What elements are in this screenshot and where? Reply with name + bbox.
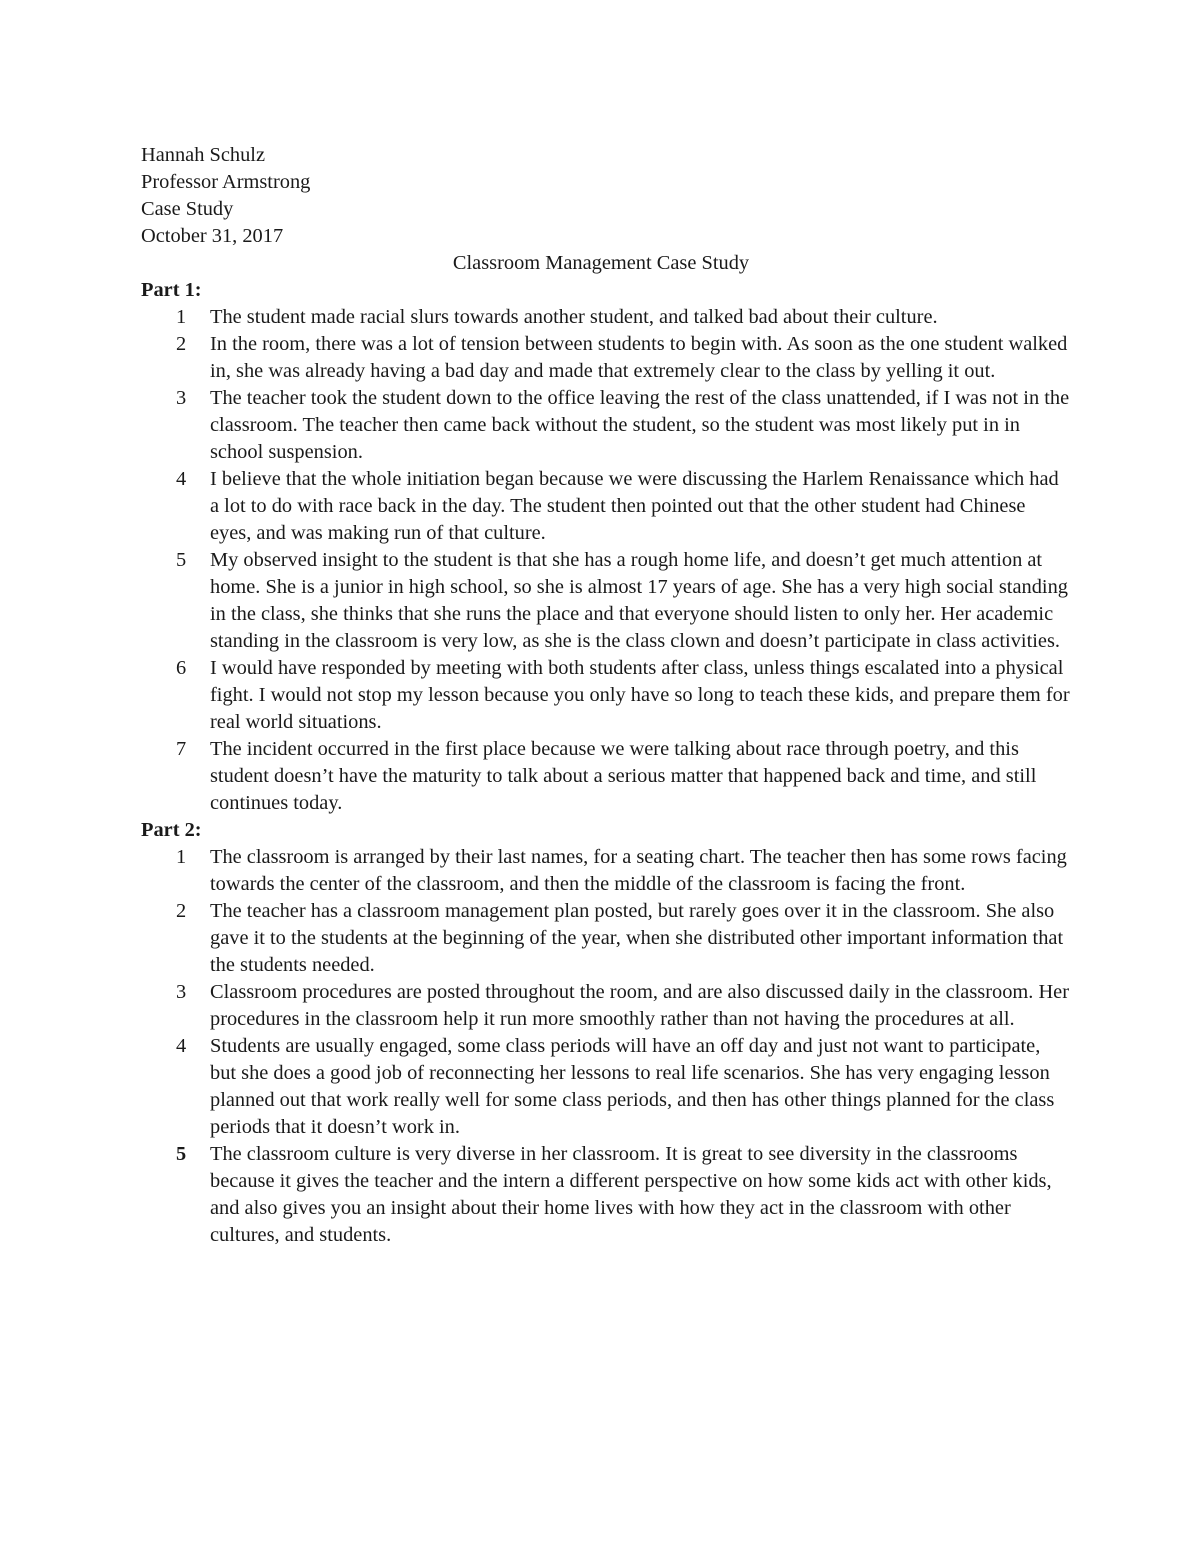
list-item bbox=[141, 331, 1071, 385]
list-item bbox=[141, 655, 1071, 736]
item-number: 5 bbox=[176, 549, 187, 571]
item-number: 6 bbox=[176, 657, 187, 679]
part1-heading: Part 1: bbox=[141, 279, 202, 301]
professor-name: Professor Armstrong bbox=[141, 171, 311, 193]
list-item bbox=[141, 898, 1071, 979]
item-number: 3 bbox=[176, 981, 187, 1003]
course-name: Case Study bbox=[141, 198, 234, 220]
list-item bbox=[141, 1033, 1071, 1141]
list-item bbox=[141, 844, 1071, 898]
item-text: The student made racial slurs towards another student, and talked bad about their culture. bbox=[210, 306, 938, 328]
item-number: 2 bbox=[176, 333, 187, 355]
item-number: 4 bbox=[176, 1035, 187, 1057]
item-text: Classroom procedures are posted throughout the room, and are also discussed daily in the classroom. Her procedures in the classroom help it run more smoothly rather than not having the procedures at all. bbox=[210, 981, 1070, 1030]
author-name: Hannah Schulz bbox=[141, 144, 266, 166]
part2-list bbox=[141, 844, 1071, 1249]
item-number: 5 bbox=[176, 1143, 187, 1165]
list-item bbox=[141, 304, 1071, 331]
item-number: 7 bbox=[176, 738, 187, 760]
item-text: The teacher took the student down to the office leaving the rest of the class unattended, if I was not in the classroom. The teacher then came back without the student, so the student was most likely put in in school suspension. bbox=[210, 387, 1070, 463]
item-number: 3 bbox=[176, 387, 187, 409]
item-text: I believe that the whole initiation began because we were discussing the Harlem Renaissance which had a lot to do with race back in the day. The student then pointed out that the other student had Chinese eyes, and was making run of that culture. bbox=[210, 468, 1059, 544]
list-item bbox=[141, 979, 1071, 1033]
list-item bbox=[141, 466, 1071, 547]
list-item bbox=[141, 385, 1071, 466]
document-page bbox=[141, 142, 1071, 1249]
document-title: Classroom Management Case Study bbox=[452, 252, 750, 274]
item-text: In the room, there was a lot of tension between students to begin with. As soon as the one student walked in, she was already having a bad day and made that extremely clear to the class by yelling it out. bbox=[210, 333, 1068, 382]
item-number: 2 bbox=[176, 900, 187, 922]
document-date: October 31, 2017 bbox=[141, 225, 284, 247]
list-item bbox=[141, 547, 1071, 655]
item-text: The teacher has a classroom management plan posted, but rarely goes over it in the classroom. She also gave it to the students at the beginning of the year, when she distributed other important information that the students needed. bbox=[210, 900, 1064, 976]
item-number: 1 bbox=[176, 306, 187, 328]
item-text: I would have responded by meeting with both students after class, unless things escalated into a physical fight. I would not stop my lesson because you only have so long to teach these kids, and prepare them for real world situations. bbox=[210, 657, 1070, 733]
item-text: The classroom culture is very diverse in her classroom. It is great to see diversity in the classrooms because it gives the teacher and the intern a different perspective on how some kids act with other kids, and also gives you an insight about their home lives with how they act in the classroom with other cultures, and students. bbox=[210, 1143, 1052, 1246]
item-text: The incident occurred in the first place because we were talking about race through poetry, and this student doesn’t have the maturity to talk about a serious matter that happened back and time, and still continues today. bbox=[210, 738, 1037, 814]
item-number: 4 bbox=[176, 468, 187, 490]
list-item bbox=[141, 1141, 1071, 1249]
item-number: 1 bbox=[176, 846, 187, 868]
item-text: The classroom is arranged by their last names, for a seating chart. The teacher then has some rows facing towards the center of the classroom, and then the middle of the classroom is facing the front. bbox=[210, 846, 1067, 895]
item-text: My observed insight to the student is that she has a rough home life, and doesn’t get much attention at home. She is a junior in high school, so she is almost 17 years of age. She has a very high social standing in the class, she thinks that she runs the place and that everyone should listen to only her. Her academic standing in the classroom is very low, as she is the class clown and doesn’t participate in class activities. bbox=[210, 549, 1068, 652]
part1-list bbox=[141, 304, 1071, 817]
part2-heading: Part 2: bbox=[141, 819, 202, 841]
item-text: Students are usually engaged, some class periods will have an off day and just not want to participate, but she does a good job of reconnecting her lessons to real life scenarios. She has very engaging lesson planned out that work really well for some class periods, and then has other things planned for the class periods that it doesn’t work in. bbox=[210, 1035, 1055, 1138]
list-item bbox=[141, 736, 1071, 817]
